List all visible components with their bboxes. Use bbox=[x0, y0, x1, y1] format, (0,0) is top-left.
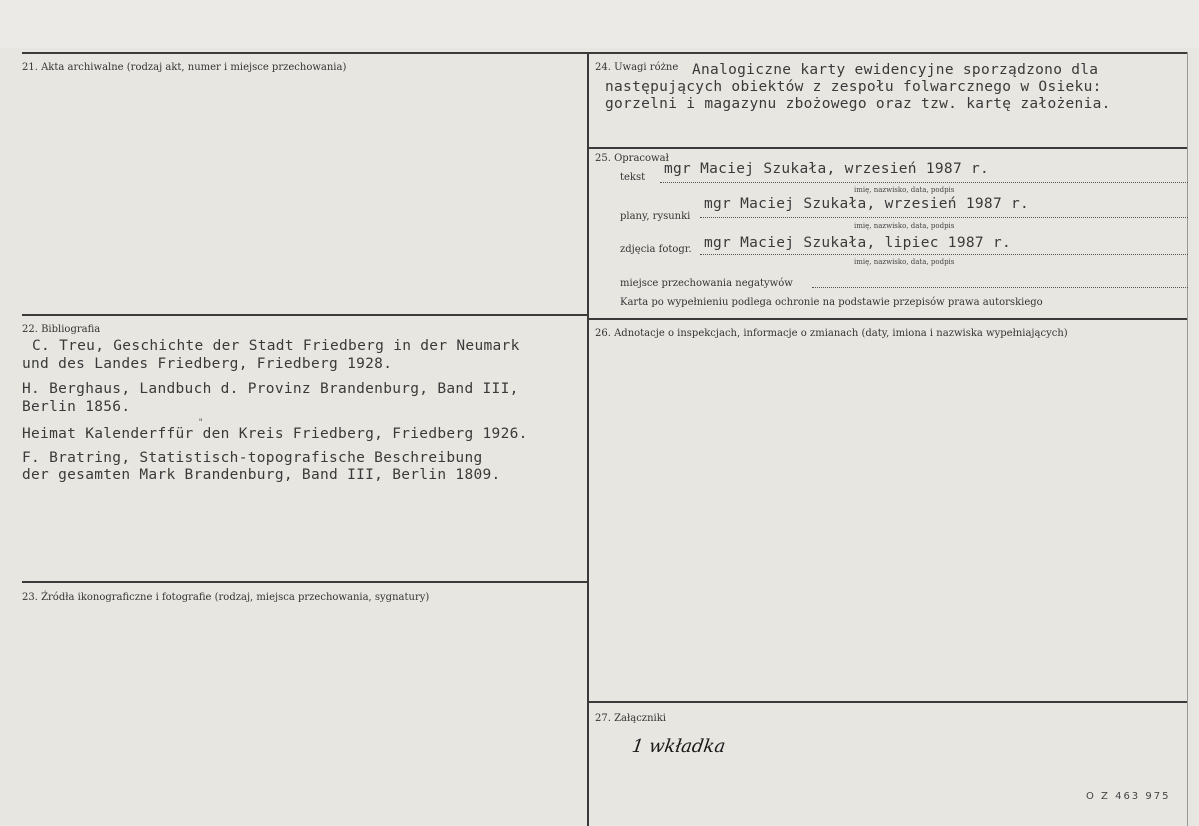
section-27-label: 27. Załączniki bbox=[595, 713, 666, 724]
bibliography-entry: F. Bratring, Statistisch-topografische Beschreibung bbox=[22, 450, 483, 466]
field-tekst-value: mgr Maciej Szukała, wrzesień 1987 r. bbox=[664, 161, 990, 177]
negatives-line bbox=[812, 287, 1188, 289]
section-25-label: 25. Opracował bbox=[595, 153, 669, 164]
section-23-label: 23. Źródła ikonograficzne i fotografie (rodzaj, miejsca przechowania, sygnatury) bbox=[22, 592, 430, 603]
remarks-line: gorzelni i magazynu zbożowego oraz tzw. kartę założenia. bbox=[605, 96, 1111, 112]
center-divider bbox=[587, 52, 589, 826]
footer-stamp: O Z 463 975 bbox=[1086, 791, 1171, 802]
bibliography-entry: der gesamten Mark Brandenburg, Band III, Berlin 1809. bbox=[22, 467, 501, 483]
section-21-label: 21. Akta archiwalne (rodzaj akt, numer i miejsce przechowania) bbox=[22, 62, 347, 73]
rule-26-27 bbox=[589, 701, 1188, 703]
top-rule bbox=[22, 52, 1188, 54]
section-22-label: 22. Bibliografia bbox=[22, 324, 101, 335]
field-zdjecia-value: mgr Maciej Szukała, lipiec 1987 r. bbox=[704, 235, 1012, 251]
rule-24-25 bbox=[589, 147, 1188, 149]
bibliography-entry: C. Treu, Geschichte der Stadt Friedberg in der Neumark bbox=[32, 338, 520, 354]
right-edge bbox=[1187, 52, 1188, 826]
umlaut-mark: " bbox=[198, 418, 204, 428]
field-zdjecia-line bbox=[700, 254, 1188, 256]
copyright-note: Karta po wypełnieniu podlega ochronie na podstawie przepisów prawa autorskiego bbox=[620, 297, 1043, 308]
field-tekst-line bbox=[660, 182, 1188, 184]
rule-21-22 bbox=[22, 314, 587, 316]
field-plany-value: mgr Maciej Szukała, wrzesień 1987 r. bbox=[704, 196, 1030, 212]
field-plany-label: plany, rysunki bbox=[620, 211, 691, 222]
field-tekst-label: tekst bbox=[620, 172, 646, 183]
section-26-label: 26. Adnotacje o inspekcjach, informacje o zmianach (daty, imiona i nazwiska wypełniających) bbox=[595, 328, 1068, 339]
field-zdjecia-label: zdjęcia fotogr. bbox=[620, 244, 692, 255]
field-plany-caption: imię, nazwisko, data, podpis bbox=[854, 222, 955, 230]
section-24-label: 24. Uwagi różne bbox=[595, 62, 679, 73]
rule-22-23 bbox=[22, 581, 587, 583]
top-margin bbox=[0, 0, 1199, 48]
bibliography-entry: Heimat Kalenderffür den Kreis Friedberg, Friedberg 1926. bbox=[22, 426, 528, 442]
field-plany-line bbox=[700, 217, 1188, 219]
remarks-line: Analogiczne karty ewidencyjne sporządzono dla bbox=[692, 62, 1099, 78]
bibliography-entry: H. Berghaus, Landbuch d. Provinz Brandenburg, Band III, bbox=[22, 381, 519, 397]
field-zdjecia-caption: imię, nazwisko, data, podpis bbox=[854, 258, 955, 266]
rule-25-26 bbox=[589, 318, 1188, 320]
field-tekst-caption: imię, nazwisko, data, podpis bbox=[854, 186, 955, 194]
bibliography-entry: und des Landes Friedberg, Friedberg 1928. bbox=[22, 356, 393, 372]
bibliography-entry: Berlin 1856. bbox=[22, 399, 131, 415]
attachment-handwritten: 1 wkładka bbox=[630, 736, 727, 757]
remarks-line: następujących obiektów z zespołu folwarcznego w Osieku: bbox=[605, 79, 1102, 95]
negatives-label: miejsce przechowania negatywów bbox=[620, 278, 793, 289]
